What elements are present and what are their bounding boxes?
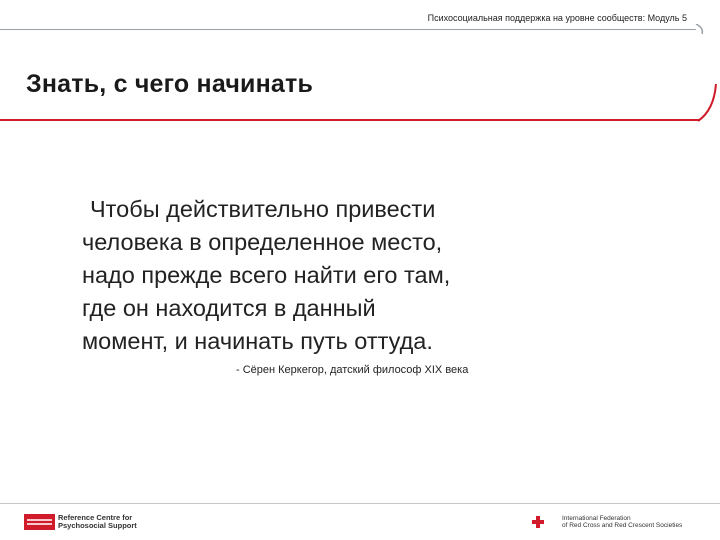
- ifrc-logo-text: [562, 515, 682, 530]
- reference-centre-logo: [24, 513, 137, 531]
- quote-attribution: - Сёрен Керкегор, датский философ XIX века: [236, 364, 469, 376]
- logo-text-line: International Federation: [562, 514, 631, 522]
- quote-line: человека в определенное место,: [82, 229, 443, 255]
- ifrc-logo: [532, 513, 682, 531]
- slide-title: Знать, с чего начинать: [26, 70, 314, 98]
- header-curve-decoration: [680, 24, 720, 124]
- logo-text-line: Psychosocial Support: [58, 521, 137, 530]
- top-divider: [0, 29, 696, 30]
- quote-block: [82, 193, 552, 358]
- logo-text-line: of Red Cross and Red Crescent Societies: [562, 522, 683, 529]
- quote-line: момент, и начинать путь оттуда.: [82, 328, 433, 354]
- red-cross-crescent-icon: [532, 515, 558, 529]
- reference-centre-logo-mark: [24, 514, 55, 530]
- logo-text-line: Reference Centre for: [58, 513, 133, 522]
- quote-line: где он находится в данный: [82, 295, 376, 321]
- course-label: Психосоциальная поддержка на уровне сообществ: Модуль 5: [427, 13, 687, 23]
- quote-line: Чтобы действительно привести: [90, 196, 436, 222]
- quote-line: надо прежде всего найти его там,: [82, 262, 451, 288]
- title-divider: [0, 119, 700, 121]
- reference-centre-logo-text: [58, 514, 137, 530]
- footer-divider: [0, 503, 720, 504]
